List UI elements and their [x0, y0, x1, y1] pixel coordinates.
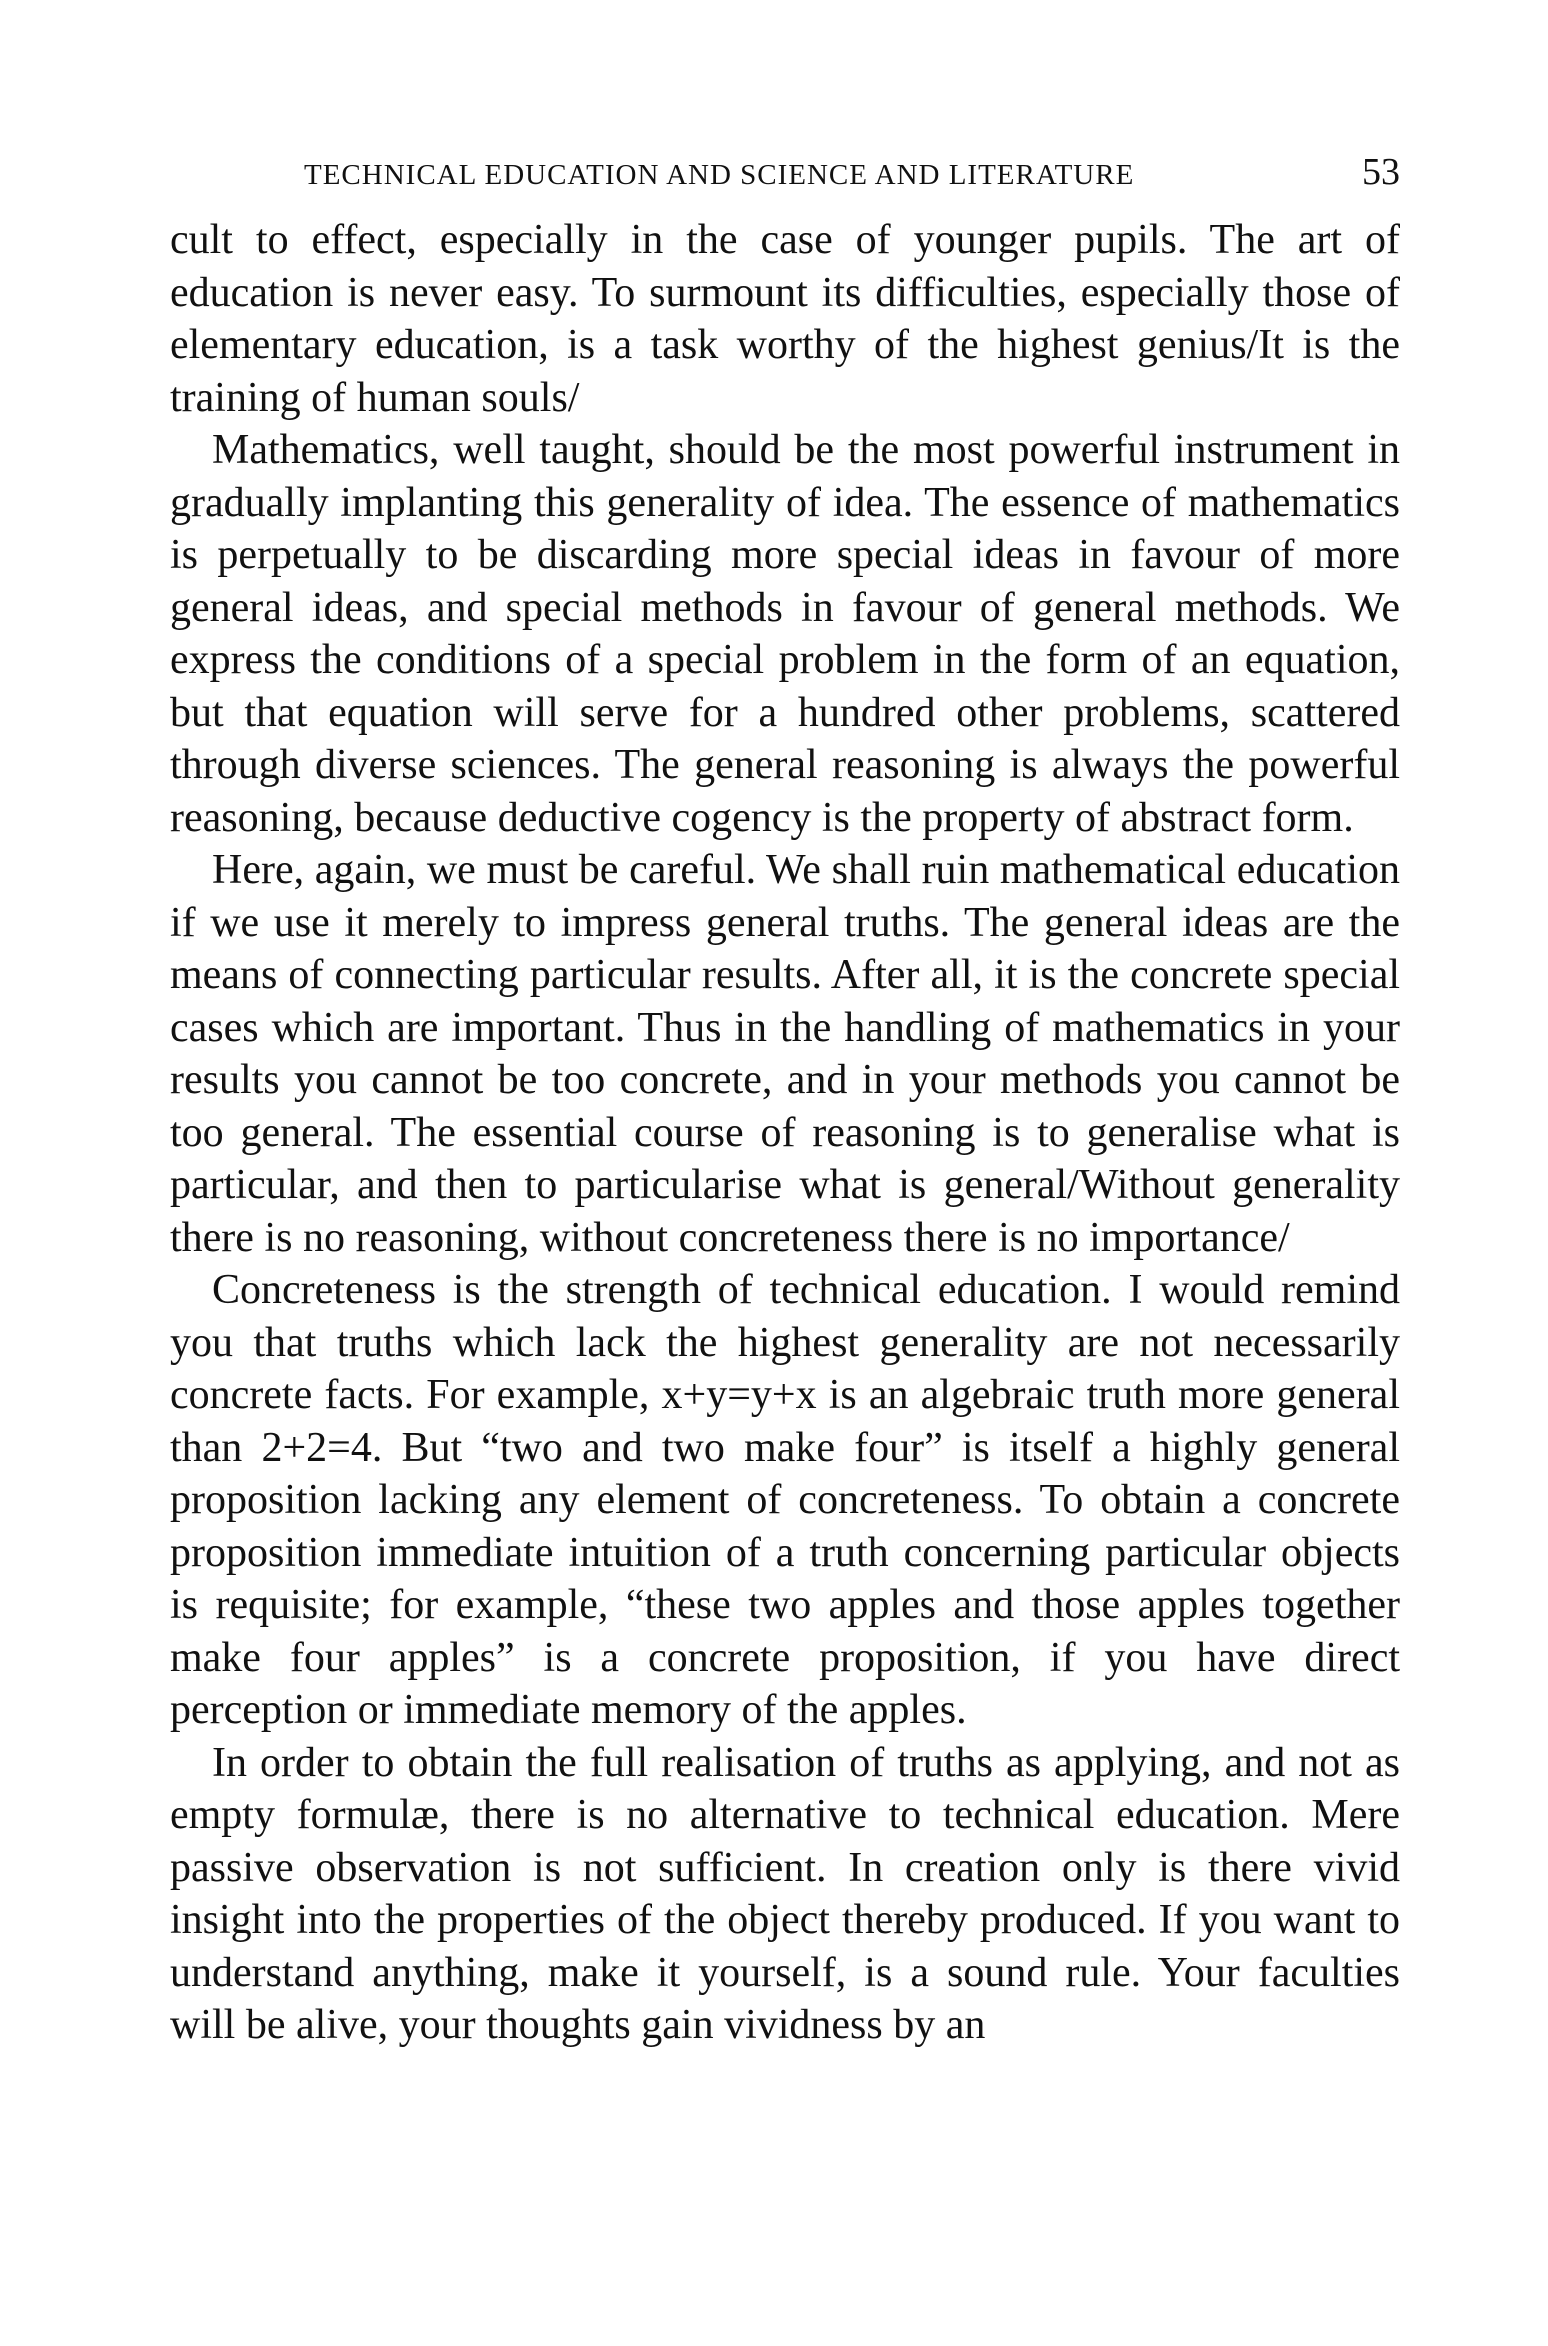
paragraph-2: Mathematics, well taught, should be the most powerful instrument in gradually implanting this generality of idea. The essence of mathematics is perpetually to be discarding more special ideas in favour of more general ideas, and special methods in favour of general methods. We express the conditions of a special problem in the form of an equation, but that equation will serve for a hundred other problems, scattered through diverse sciences. The general reasoning is always the powerful reasoning, because deductive cogency is the property of abstract form.: [170, 427, 1400, 841]
paragraph-4: Concreteness is the strength of technical education. I would remind you that truths which lack the highest generality are not necessarily concrete facts. For example, x+y=y+x is an algebraic truth more general than 2+2=4. But “two and two make four” is itself a highly general proposition lacking any element of concreteness. To obtain a concrete proposition immediate intuition of a truth concerning particular objects is requisite; for example, “these two apples and those apples together make four apples” is a concrete proposition, if you have direct perception or immediate memory of the apples.: [170, 1267, 1400, 1733]
running-title: TECHNICAL EDUCATION AND SCIENCE AND LITERATURE: [304, 159, 1135, 191]
text-body: [170, 214, 1400, 2052]
paragraph-3: Here, again, we must be careful. We shall ruin mathematical education if we use it merely to impress general truths. The general ideas are the means of connecting particular results. After all, it is the concrete special cases which are important. Thus in the handling of mathematics in your results you cannot be too concrete, and in your methods you cannot be too general. The essential course of reasoning is to generalise what is particular, and then to particularise what is general/Without generality there is no reasoning, without concreteness there is no importance/: [170, 847, 1400, 1261]
paragraph-1: cult to effect, especially in the case of younger pupils. The art of education is never easy. To surmount its difficulties, especially those of elementary education, is a task worthy of the highest genius/It is the training of human souls/: [170, 217, 1400, 421]
book-page: [170, 150, 1400, 2250]
running-head: [170, 150, 1400, 208]
page-number: 53: [1362, 151, 1400, 193]
paragraph-5: In order to obtain the full realisation of truths as applying, and not as empty formulæ, there is no alternative to technical education. Mere passive observation is not sufficient. In creation only is there vivid insight into the properties of the object thereby produced. If you want to understand anything, make it yourself, is a sound rule. Your faculties will be alive, your thoughts gain vividness by an: [170, 1739, 1400, 2048]
